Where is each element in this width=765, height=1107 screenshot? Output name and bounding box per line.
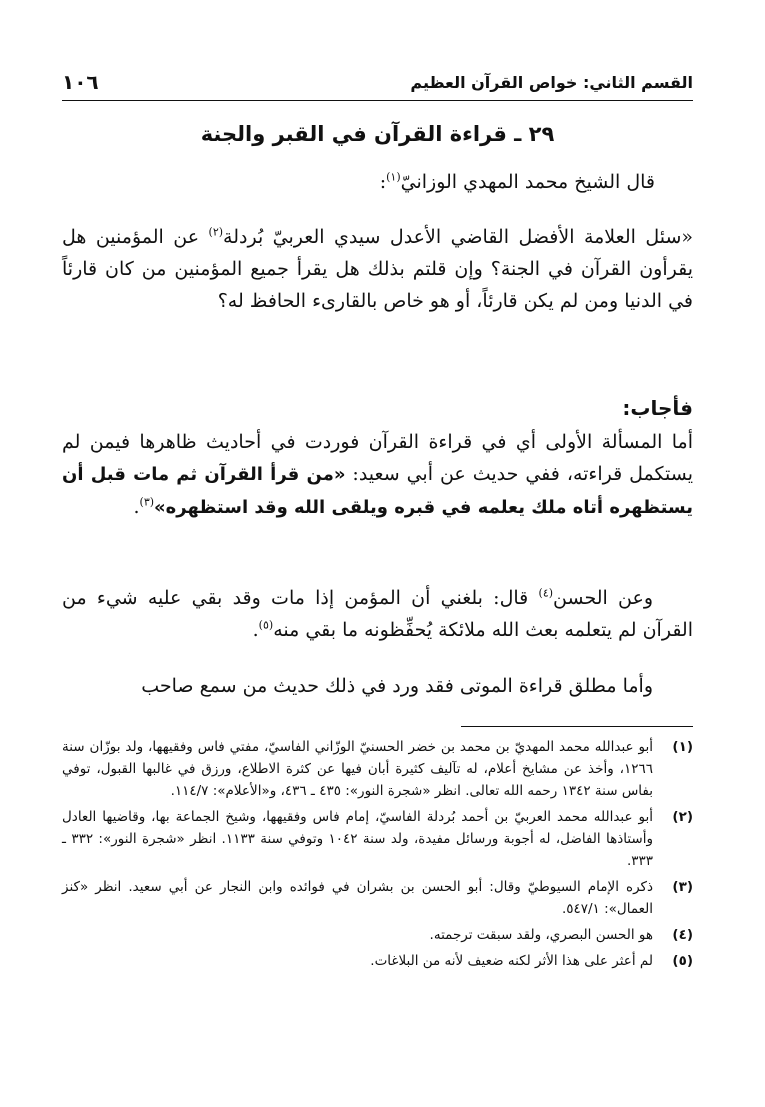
para2-start: وعن الحسن bbox=[553, 587, 653, 609]
footnote-text: لم أعثر على هذا الأثر لكنه ضعيف لأنه من البلاغات. bbox=[370, 953, 653, 969]
question-part1: «سئل العلامة الأفضل القاضي الأعدل سيدي العربيّ بُردلة bbox=[223, 226, 693, 248]
page-number: ١٠٦ bbox=[62, 70, 99, 94]
footnote-ref-1: (١) bbox=[386, 170, 401, 184]
footnote-text: هو الحسن البصري، ولقد سبقت ترجمته. bbox=[429, 927, 653, 943]
footnote-separator bbox=[461, 726, 693, 727]
footnote-text: ذكره الإمام السيوطيّ وقال: أبو الحسن بن بشران في فوائده وابن النجار عن أبي سعيد. انظر «كنز العمال»: ٥٤٧/١. bbox=[62, 879, 653, 917]
footnote-ref-5: (٥) bbox=[258, 618, 274, 632]
question-part2: عن المؤمنين هل يقرأون القرآن في الجنة؟ وإن قلتم بذلك هل يقرأ جميع المؤمنين من كان قارئاً في الدنيا ومن لم يكن قارئاً، أو هو خاص بالقارىء الحافظ له؟ bbox=[62, 226, 693, 312]
para2-end: . bbox=[252, 619, 259, 641]
footnote-ref-3: (٣) bbox=[139, 495, 155, 509]
footnote-number: (١) bbox=[672, 739, 693, 755]
footnote-text: أبو عبدالله محمد المهديّ بن محمد بن خضر الحسنيّ الوزّاني الفاسيّ، مفتي فاس وفقيهها، ولد بوزّان سنة ١٢٦٦، وأخذ عن مشايخ أعلام، له تآليف كثيرة أبان فيها عن كثرة الاطلاع، ورزق في غالبها القبول، توفي بفاس سنة ١٣٤٢ رحمه الله تعالى. انظر «شجرة النور»: ٤٣٥ ـ ٤٣٦، و«الأعلام»: ١١٤/٧. bbox=[62, 739, 653, 799]
section-heading: ٢٩ ـ قراءة القرآن في القبر والجنة bbox=[200, 122, 555, 146]
answer-label: فأجاب: bbox=[622, 396, 693, 420]
page-header bbox=[62, 66, 693, 98]
intro-paragraph bbox=[62, 166, 693, 198]
footnote-number: (٣) bbox=[672, 879, 693, 895]
footnote-number: (٢) bbox=[672, 809, 693, 825]
para2-mid: قال: بلغني أن المؤمن إذا مات وقد بقي عليه شيء من القرآن لم يتعلمه بعث الله ملائكة يُحفِّظونه ما بقي منه bbox=[62, 587, 693, 641]
footnote-item bbox=[62, 876, 693, 920]
answer-paragraph-2 bbox=[62, 582, 693, 646]
footnotes bbox=[62, 736, 693, 976]
footnote-number: (٤) bbox=[672, 927, 693, 943]
para1-end: . bbox=[133, 496, 140, 518]
footnote-text: أبو عبدالله محمد العربيّ بن أحمد بُردلة الفاسيّ، إمام فاس وفقيهها، وشيخ الجماعة بها، وقاضيها العادل وأستاذها الفاضل، له أجوبة ورسائل مفيدة، ولد سنة ١٠٤٢ وتوفي سنة ١١٣٣. انظر «شجرة النور»: ٣٣٢ ـ ٣٣٣. bbox=[62, 809, 653, 869]
running-title: القسم الثاني: خواص القرآن العظيم bbox=[410, 72, 693, 92]
answer-paragraph-1 bbox=[62, 426, 693, 524]
answer-paragraph-3: وأما مطلق قراءة الموتى فقد ورد في ذلك حديث من سمع صاحب bbox=[141, 675, 653, 697]
footnote-item bbox=[62, 924, 693, 946]
footnote-item bbox=[62, 736, 693, 802]
footnote-ref-2: (٢) bbox=[208, 225, 224, 239]
intro-colon: : bbox=[379, 171, 387, 193]
header-rule bbox=[62, 100, 693, 101]
question-paragraph bbox=[62, 221, 693, 317]
footnote-item bbox=[62, 950, 693, 972]
footnote-ref-4: (٤) bbox=[538, 586, 554, 600]
footnote-number: (٥) bbox=[672, 953, 693, 969]
para1-start: أما المسألة الأولى أي في قراءة القرآن فوردت في أحاديث ظاهرها فيمن لم يستكمل قراءته، ففي حديث عن أبي سعيد: bbox=[62, 431, 694, 485]
intro-text: قال الشيخ محمد المهدي الوزانيّ bbox=[400, 171, 655, 193]
hadith-quote: «من قرأ القرآن ثم مات قبل أن يستظهره أتاه ملك يعلمه في قبره ويلقى الله وقد استظهره» bbox=[62, 464, 693, 518]
footnote-item bbox=[62, 806, 693, 872]
